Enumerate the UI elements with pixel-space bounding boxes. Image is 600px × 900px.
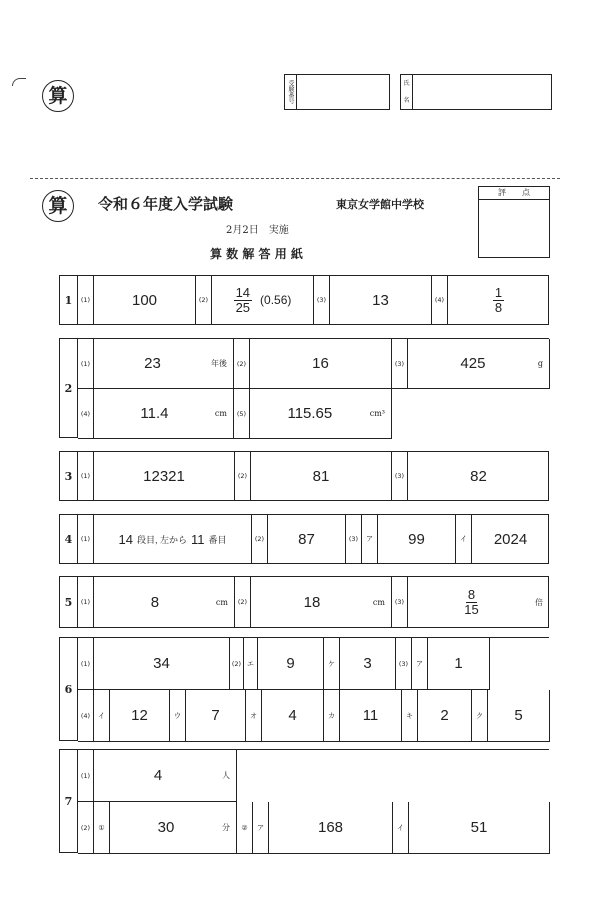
unit: g bbox=[537, 359, 543, 368]
answer-value: 99 bbox=[408, 530, 425, 548]
part-label: (3) bbox=[396, 638, 412, 689]
unit: cm bbox=[214, 409, 227, 418]
numerator: 1 bbox=[494, 284, 503, 300]
question-1 bbox=[59, 275, 549, 325]
part-label: (4) bbox=[432, 276, 448, 324]
answer-value: 4 bbox=[153, 767, 163, 784]
numerator: 8 bbox=[467, 586, 476, 602]
col-value: 11 bbox=[190, 531, 205, 547]
answer-value: 87 bbox=[298, 530, 315, 548]
part-label: (2) bbox=[230, 638, 244, 689]
part-label: (2) bbox=[196, 276, 212, 324]
part-label: (2) bbox=[252, 515, 268, 563]
answer-value: 2 bbox=[440, 707, 449, 724]
kata-label: ア bbox=[253, 802, 269, 853]
part-label: (4) bbox=[78, 389, 94, 438]
question-number: 4 bbox=[60, 515, 78, 563]
question-number: 3 bbox=[60, 452, 78, 500]
answer-6-4ka[interactable] bbox=[324, 690, 402, 742]
answer-value: 425 bbox=[460, 355, 486, 372]
part-label: (1) bbox=[78, 577, 94, 627]
question-number: 2 bbox=[60, 339, 78, 438]
cut-line bbox=[30, 178, 560, 179]
kata-label: カ bbox=[324, 690, 340, 741]
part-label: (4) bbox=[78, 690, 94, 741]
answer-6-1[interactable] bbox=[78, 638, 230, 690]
denominator: 25 bbox=[235, 299, 251, 315]
part-label: (2) bbox=[235, 452, 251, 500]
exam-number-box[interactable] bbox=[284, 74, 390, 110]
question-number: 7 bbox=[60, 750, 78, 853]
answer-value: 82 bbox=[470, 467, 487, 485]
unit: cm bbox=[372, 597, 385, 607]
row-col-text: 段目, 左から bbox=[136, 534, 187, 545]
part-label: (5) bbox=[234, 389, 250, 438]
part-label: (3) bbox=[314, 276, 330, 324]
answer-5-1[interactable] bbox=[78, 577, 235, 627]
answer-value: 9 bbox=[286, 655, 295, 672]
answer-1-1[interactable] bbox=[78, 276, 196, 324]
answer-value: 12321 bbox=[143, 467, 185, 485]
answer-3-1[interactable] bbox=[78, 452, 235, 500]
subject-mark: 算 bbox=[42, 190, 74, 222]
row-value: 14 bbox=[118, 531, 133, 547]
question-6 bbox=[59, 637, 549, 741]
question-3 bbox=[59, 451, 549, 501]
unit: 人 bbox=[222, 771, 230, 780]
fraction bbox=[493, 286, 504, 314]
answer-6-3[interactable] bbox=[396, 638, 490, 690]
answer-4-1[interactable] bbox=[78, 515, 252, 563]
part-label: (1) bbox=[78, 276, 94, 324]
fraction bbox=[464, 588, 478, 616]
answer-value: 81 bbox=[312, 467, 330, 485]
answer-7-2-1[interactable] bbox=[78, 802, 237, 854]
kata-label: イ bbox=[393, 802, 409, 853]
name-label-1: 氏 bbox=[403, 80, 410, 87]
answer-value: 18 bbox=[303, 593, 321, 611]
subject-mark-top: 算 bbox=[42, 80, 74, 112]
kata-label: ク bbox=[472, 690, 488, 741]
fraction bbox=[234, 286, 252, 314]
answer-2-5[interactable] bbox=[234, 389, 392, 439]
answer-value: 2024 bbox=[493, 530, 528, 548]
col-unit: 番目 bbox=[208, 534, 227, 545]
answer-value: 12 bbox=[131, 707, 148, 724]
answer-value: 3 bbox=[363, 655, 372, 672]
exam-number-label: 受験番号 bbox=[285, 75, 297, 109]
decimal-alt: (0.56) bbox=[260, 293, 292, 307]
answer-7-1[interactable] bbox=[78, 750, 237, 802]
kata-label: イ bbox=[94, 690, 110, 741]
answer-1-4[interactable] bbox=[432, 276, 549, 324]
sheet-title: 算 数 解 答 用 紙 bbox=[210, 247, 303, 261]
unit: 分 bbox=[222, 823, 230, 832]
answer-value: 30 bbox=[157, 819, 175, 836]
question-7 bbox=[59, 749, 549, 853]
answer-value: 7 bbox=[211, 707, 220, 724]
part-label: (1) bbox=[78, 452, 94, 500]
answer-value: 13 bbox=[372, 291, 389, 309]
answer-7-2-2i[interactable] bbox=[393, 802, 550, 854]
kata-label: オ bbox=[246, 690, 262, 741]
answer-value: 168 bbox=[317, 819, 344, 836]
answer-value: 8 bbox=[150, 593, 160, 611]
exam-date: 2月2日 実施 bbox=[226, 225, 289, 236]
answer-6-4u[interactable] bbox=[170, 690, 246, 742]
answer-3-3[interactable] bbox=[392, 452, 549, 500]
exam-title: 令和６年度入学試験 bbox=[98, 195, 234, 213]
answer-5-2[interactable] bbox=[235, 577, 392, 627]
unit: 倍 bbox=[535, 597, 543, 607]
school-name: 東京女学館中学校 bbox=[336, 198, 424, 211]
answer-4-2[interactable] bbox=[252, 515, 346, 563]
answer-2-1[interactable] bbox=[78, 339, 234, 389]
answer-value: 5 bbox=[514, 707, 523, 724]
unit: 年後 bbox=[211, 359, 227, 368]
question-2 bbox=[59, 338, 549, 438]
kata-label: イ bbox=[456, 515, 472, 563]
answer-3-2[interactable] bbox=[235, 452, 392, 500]
answer-6-4ku[interactable] bbox=[472, 690, 550, 742]
answer-value: 4 bbox=[288, 707, 297, 724]
answer-1-2[interactable] bbox=[196, 276, 314, 324]
name-box[interactable] bbox=[400, 74, 552, 110]
part-label: (3) bbox=[346, 515, 362, 563]
answer-value: 16 bbox=[312, 355, 329, 372]
part-label: (3) bbox=[392, 339, 408, 388]
name-label-2: 名 bbox=[403, 97, 410, 104]
answer-value: 23 bbox=[144, 355, 161, 372]
kata-label: ケ bbox=[324, 638, 340, 689]
numerator: 14 bbox=[235, 284, 251, 300]
answer-2-2[interactable] bbox=[234, 339, 392, 389]
question-5 bbox=[59, 576, 549, 628]
denominator: 15 bbox=[464, 601, 479, 617]
answer-2-4[interactable] bbox=[78, 389, 234, 439]
part-label: (2) bbox=[78, 802, 94, 853]
answer-6-4i[interactable] bbox=[78, 690, 170, 742]
denominator: 8 bbox=[494, 299, 503, 315]
question-number: 5 bbox=[60, 577, 78, 627]
unit: cm bbox=[215, 597, 228, 607]
score-label: 評 点 bbox=[479, 187, 549, 200]
answer-value: 100 bbox=[131, 291, 158, 309]
question-number: 6 bbox=[60, 638, 78, 741]
answer-value: 115.65 bbox=[287, 405, 333, 422]
answer-6-2k[interactable] bbox=[324, 638, 396, 690]
answer-7-2-2a[interactable] bbox=[237, 802, 393, 854]
kata-label: ア bbox=[362, 515, 378, 563]
answer-5-3[interactable] bbox=[392, 577, 549, 627]
part-label: (3) bbox=[392, 577, 408, 627]
question-number: 1 bbox=[60, 276, 78, 324]
part-label: (1) bbox=[78, 638, 94, 689]
answer-6-2e[interactable] bbox=[230, 638, 324, 690]
answer-value: 51 bbox=[470, 819, 488, 836]
answer-value: 11 bbox=[362, 707, 379, 724]
part-label: (3) bbox=[392, 452, 408, 500]
answer-2-3[interactable] bbox=[392, 339, 550, 389]
part-label: (1) bbox=[78, 750, 94, 801]
answer-value: 1 bbox=[454, 655, 463, 672]
part-label: (2) bbox=[235, 577, 251, 627]
answer-6-4ki[interactable] bbox=[402, 690, 472, 742]
unit: cm³ bbox=[369, 409, 385, 418]
circled-number: ② bbox=[237, 802, 253, 853]
binding-mark bbox=[12, 78, 26, 86]
part-label: (1) bbox=[78, 515, 94, 563]
kata-label: エ bbox=[244, 638, 258, 689]
answer-value: 11.4 bbox=[140, 405, 169, 422]
question-4 bbox=[59, 514, 549, 564]
answer-value: 34 bbox=[153, 655, 170, 672]
kata-label: キ bbox=[402, 690, 418, 741]
kata-label: ウ bbox=[170, 690, 186, 741]
answer-1-3[interactable] bbox=[314, 276, 432, 324]
circled-number: ① bbox=[94, 802, 110, 853]
answer-6-4o[interactable] bbox=[246, 690, 324, 742]
score-box[interactable] bbox=[478, 186, 550, 258]
answer-4-3b[interactable] bbox=[456, 515, 549, 563]
part-label: (1) bbox=[78, 339, 94, 388]
kata-label: ア bbox=[412, 638, 428, 689]
part-label: (2) bbox=[234, 339, 250, 388]
answer-4-3a[interactable] bbox=[346, 515, 456, 563]
